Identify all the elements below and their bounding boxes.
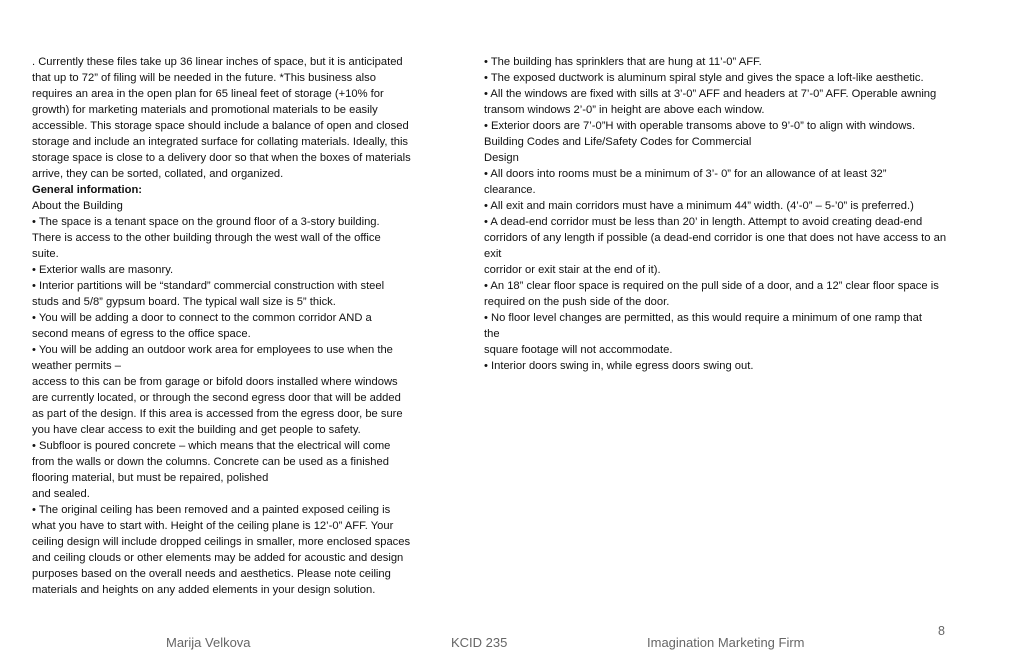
text-line: and sealed.: [32, 488, 90, 500]
page-number: 8: [938, 624, 945, 638]
text-line: • The building has sprinklers that are hung at 11’-0” AFF.: [484, 56, 762, 68]
text-line: as part of the design. If this area is accessed from the egress door, be sure: [32, 408, 403, 420]
text-line: corridors of any length if possible (a dead-end corridor is one that does not have access to an: [484, 232, 947, 244]
text-line: studs and 5/8” gypsum board. The typical wall size is 5” thick.: [32, 296, 336, 308]
text-line: • All doors into rooms must be a minimum of 3’- 0” for an allowance of at least 32”: [484, 168, 887, 180]
text-line: and ceiling clouds or other elements may be added for acoustic and design: [32, 552, 404, 564]
text-line: purposes based on the overall needs and aesthetics. Please note ceiling: [32, 568, 391, 580]
text-line: • A dead-end corridor must be less than 20’ in length. Attempt to avoid creating dead-end: [484, 216, 923, 228]
text-line: requires an area in the open plan for 65 lineal feet of storage (+10% for: [32, 88, 384, 100]
text-line: storage space is close to a delivery door so that when the boxes of materials: [32, 152, 411, 164]
text-line: exit: [484, 248, 502, 260]
text-line: • Exterior walls are masonry.: [32, 264, 174, 276]
text-line: • All exit and main corridors must have a minimum 44” width. (4’-0” – 5-’0” is preferred.): [484, 200, 914, 212]
text-line: weather permits –: [32, 360, 121, 372]
text-line: • No floor level changes are permitted, as this would require a minimum of one ramp that: [484, 312, 922, 324]
text-line: materials and heights on any added elements in your design solution.: [32, 584, 376, 596]
text-line: clearance.: [484, 184, 536, 196]
text-line: • Exterior doors are 7’-0”H with operable transoms above to 9’-0” to align with windows.: [484, 120, 916, 132]
section-heading-general-information: General information:: [32, 184, 143, 196]
footer-course: KCID 235: [451, 635, 508, 650]
text-line: that up to 72” of filing will be needed in the future. *This business also: [32, 72, 376, 84]
text-line: • The original ceiling has been removed and a painted exposed ceiling is: [32, 504, 391, 516]
subheading-about-building: About the Building: [32, 200, 123, 212]
text-line: • Subfloor is poured concrete – which means that the electrical will come: [32, 440, 391, 452]
text-line: accessible. This storage space should include a balance of open and closed: [32, 120, 409, 132]
text-line: . Currently these files take up 36 linear inches of space, but it is anticipated: [32, 56, 403, 68]
text-line: • You will be adding an outdoor work area for employees to use when the: [32, 344, 393, 356]
text-line: access to this can be from garage or bifold doors installed where windows: [32, 376, 398, 388]
text-line: • Interior partitions will be “standard” commercial construction with steel: [32, 280, 385, 292]
text-line: arrive, they can be sorted, collated, and organized.: [32, 168, 284, 180]
subheading-building-codes-continued: Design: [484, 152, 519, 164]
text-line: • The space is a tenant space on the ground floor of a 3-story building.: [32, 216, 380, 228]
text-line: • All the windows are fixed with sills at 3’-0” AFF and headers at 7’-0” AFF. Operable awning: [484, 88, 937, 100]
text-line: the: [484, 328, 500, 340]
footer-author: Marija Velkova: [166, 635, 251, 650]
text-line: • The exposed ductwork is aluminum spiral style and gives the space a loft-like aesthetic.: [484, 72, 924, 84]
text-line: suite.: [32, 248, 59, 260]
text-line: • You will be adding a door to connect to the common corridor AND a: [32, 312, 372, 324]
text-line: • Interior doors swing in, while egress doors swing out.: [484, 360, 754, 372]
text-line: • An 18” clear floor space is required on the pull side of a door, and a 12” clear floor space is: [484, 280, 939, 292]
text-line: second means of egress to the office space.: [32, 328, 251, 340]
text-line: storage and include an integrated surface for collating materials. Ideally, this: [32, 136, 409, 148]
text-line: square footage will not accommodate.: [484, 344, 673, 356]
footer-firm-name: Imagination Marketing Firm: [647, 635, 805, 650]
text-line: you have clear access to exit the building and get people to safety.: [32, 424, 361, 436]
text-line: There is access to the other building through the west wall of the office: [32, 232, 381, 244]
text-line: growth) for marketing materials and promotional materials to be easily: [32, 104, 378, 116]
right-text-column: [484, 54, 990, 374]
text-line: from the walls or down the columns. Concrete can be used as a finished: [32, 456, 389, 468]
text-line: flooring material, but must be repaired, polished: [32, 472, 269, 484]
subheading-building-codes: Building Codes and Life/Safety Codes for Commercial: [484, 136, 752, 148]
text-line: corridor or exit stair at the end of it).: [484, 264, 661, 276]
text-line: ceiling design will include dropped ceilings in smaller, more enclosed spaces: [32, 536, 411, 548]
text-line: transom windows 2’-0” in height are above each window.: [484, 104, 765, 116]
text-line: required on the push side of the door.: [484, 296, 670, 308]
text-line: are currently located, or through the second egress door that will be added: [32, 392, 401, 404]
left-text-column: [32, 54, 444, 598]
text-line: what you have to start with. Height of the ceiling plane is 12’-0” AFF. Your: [32, 520, 394, 532]
